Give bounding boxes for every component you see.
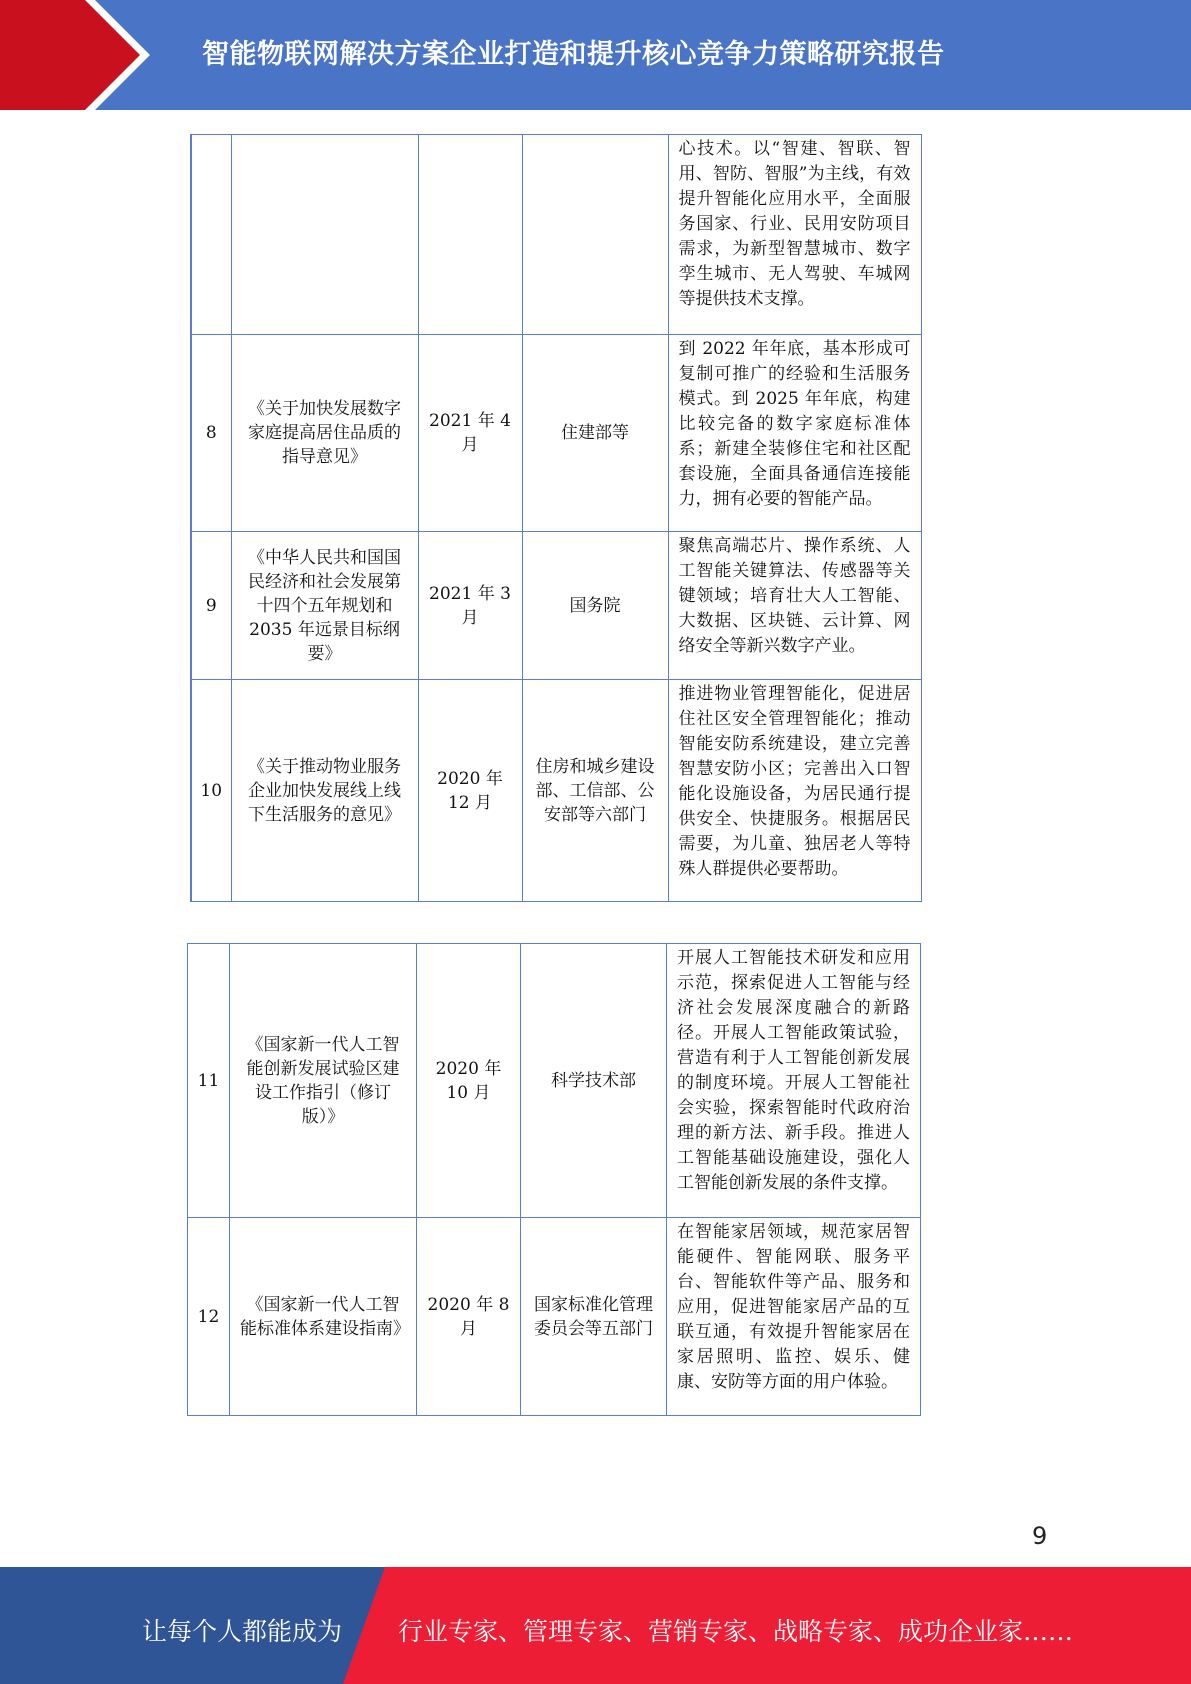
footer-slogan-left: 让每个人都能成为 [142, 1617, 343, 1646]
table-row [191, 532, 921, 680]
policy-content: 聚焦高端芯片、操作系统、人工智能关键算法、传感器等关键领域；培育壮大人工智能、大数据、区块链、云计算、网络安全等新兴数字产业。 [668, 532, 921, 680]
policy-date: 2020 年 8 月 [417, 1218, 521, 1416]
page-header [0, 0, 1191, 110]
policy-date: 2021 年 4 月 [418, 335, 522, 532]
policy-name [231, 135, 418, 335]
policy-table-1 [190, 134, 922, 902]
policy-name: 《关于加快发展数字家庭提高居住品质的指导意见》 [231, 335, 418, 532]
policy-table-2 [187, 943, 921, 1416]
row-number: 10 [191, 680, 231, 902]
policy-department: 住房和城乡建设部、工信部、公安部等六部门 [522, 680, 668, 902]
policy-name: 《中华人民共和国国民经济和社会发展第十四个五年规划和 2035 年远景目标纲要》 [231, 532, 418, 680]
policy-date: 2020 年 10 月 [417, 944, 521, 1218]
row-number: 9 [191, 532, 231, 680]
row-number: 11 [188, 944, 230, 1218]
row-number: 12 [188, 1218, 230, 1416]
policy-department: 国务院 [522, 532, 668, 680]
policy-date: 2021 年 3 月 [418, 532, 522, 680]
table-row [188, 1218, 921, 1416]
policy-name: 《国家新一代人工智能标准体系建设指南》 [230, 1218, 417, 1416]
table-row [191, 135, 921, 335]
policy-department: 国家标准化管理委员会等五部门 [521, 1218, 667, 1416]
policy-content: 推进物业管理智能化，促进居住社区安全管理智能化；推动智能安防系统建设，建立完善智慧安防小区；完善出入口智能化设施设备，为居民通行提供安全、快捷服务。根据居民需要，为儿童、独居老人等特殊人群提供必要帮助。 [668, 680, 921, 902]
policy-content: 心技术。以“智建、智联、智用、智防、智服”为主线，有效提升智能化应用水平，全面服务国家、行业、民用安防项目需求，为新型智慧城市、数字孪生城市、无人驾驶、车城网等提供技术支撑。 [668, 135, 921, 335]
row-number [191, 135, 231, 335]
report-title: 智能物联网解决方案企业打造和提升核心竞争力策略研究报告 [202, 39, 945, 70]
policy-date [418, 135, 522, 335]
table-row [191, 335, 921, 532]
policy-name: 《关于推动物业服务企业加快发展线上线下生活服务的意见》 [231, 680, 418, 902]
page-number: 9 [1032, 1522, 1048, 1550]
policy-date: 2020 年 12 月 [418, 680, 522, 902]
table-row [188, 944, 921, 1218]
table-row [191, 680, 921, 902]
policy-content: 在智能家居领域，规范家居智能硬件、智能网联、服务平台、智能软件等产品、服务和应用，促进智能家居产品的互联互通，有效提升智能家居在家居照明、监控、娱乐、健康、安防等方面的用户体验。 [667, 1218, 921, 1416]
row-number: 8 [191, 335, 231, 532]
policy-department: 住建部等 [522, 335, 668, 532]
policy-department: 科学技术部 [521, 944, 667, 1218]
policy-content: 开展人工智能技术研发和应用示范，探索促进人工智能与经济社会发展深度融合的新路径。开展人工智能政策试验，营造有利于人工智能创新发展的制度环境。开展人工智能社会实验，探索智能时代政府治理的新方法、新手段。推进人工智能基础设施建设，强化人工智能创新发展的条件支撑。 [667, 944, 921, 1218]
page-footer [0, 1567, 1191, 1684]
policy-content: 到 2022 年年底，基本形成可复制可推广的经验和生活服务模式。到 2025 年年底，构建比较完备的数字家庭标准体系；新建全装修住宅和社区配套设施，全面具备通信连接能力，拥有必要的智能产品。 [668, 335, 921, 532]
footer-slogan-right: 行业专家、管理专家、营销专家、战略专家、成功企业家…… [398, 1617, 1074, 1646]
policy-name: 《国家新一代人工智能创新发展试验区建设工作指引（修订版）》 [230, 944, 417, 1218]
header-red-chevron [0, 0, 160, 110]
policy-department [522, 135, 668, 335]
